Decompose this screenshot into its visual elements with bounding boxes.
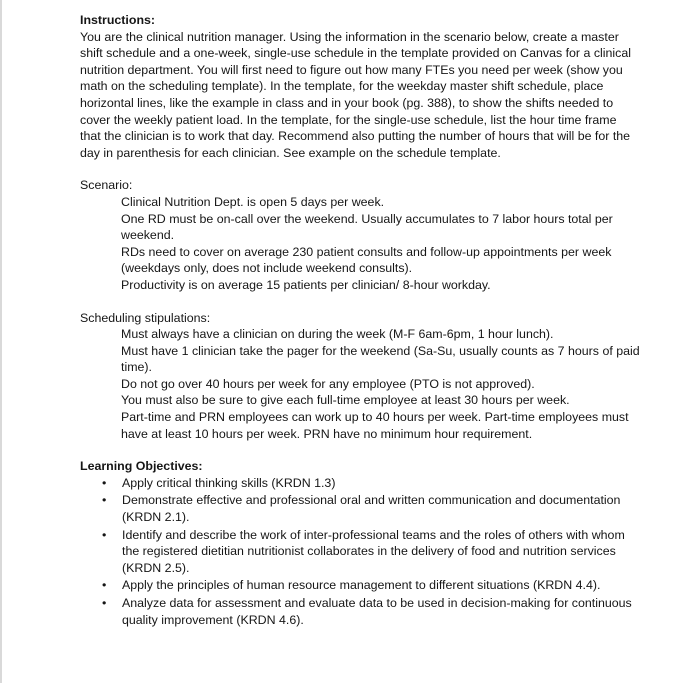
stipulation-line: Do not go over 40 hours per week for any employee (PTO is not approved).: [121, 376, 535, 391]
stipulation-line: You must also be sure to give each full-time employee at least 30 hours per week.: [121, 393, 570, 408]
stipulations-section: [80, 310, 640, 443]
objective-text: Analyze data for assessment and evaluate data to be used in decision-making for continuous quality improvement (KRDN 4.6).: [122, 596, 632, 627]
instructions-body: You are the clinical nutrition manager. Using the information in the scenario below, create a master shift schedule and a one-week, single-use schedule in the template provided on Canvas for a clinical nutrition department. You will first need to figure out how many FTEs you need per week (show you math on the scheduling template). In the template, for the weekday master shift schedule, place horizontal lines, like the example in class and in your book (pg. 388), to show the shifts needed to cover the weekly patient load. In the template, for the single-use schedule, list the hour time frame that the clinician is to work that day. Recommend also putting the number of hours that will be for the day in parenthesis for each clinician. See example on the schedule template.: [80, 29, 632, 160]
stipulations-list: [80, 326, 640, 442]
bullet-icon: •: [102, 493, 107, 508]
scenario-heading: Scenario:: [80, 178, 133, 193]
scenario-line: Productivity is on average 15 patients per clinician/ 8-hour workday.: [121, 277, 491, 292]
objective-item: [80, 492, 640, 525]
stipulation-line: Must have 1 clinician take the pager for the weekend (Sa-Su, usually counts as 7 hours of paid time).: [121, 343, 640, 375]
objectives-heading: Learning Objectives:: [80, 459, 203, 474]
scenario-line: Clinical Nutrition Dept. is open 5 days per week.: [121, 194, 385, 209]
bullet-icon: •: [102, 527, 107, 542]
stipulation-line: Must always have a clinician on during the week (M-F 6am-6pm, 1 hour lunch).: [121, 327, 554, 342]
instructions-section: [80, 12, 640, 161]
bullet-icon: •: [102, 596, 107, 610]
stipulation-line: Part-time and PRN employees can work up to 40 hours per week. Part-time employees must have at least 10 hours per week. PRN have no minimum hour requirement.: [121, 410, 629, 441]
bullet-icon: •: [102, 475, 107, 490]
stipulations-heading: Scheduling stipulations:: [80, 310, 211, 325]
bullet-icon: •: [102, 578, 107, 593]
objective-item: [80, 527, 640, 577]
objective-item: [80, 475, 640, 492]
objective-item: [80, 595, 640, 628]
document-content: [80, 12, 640, 629]
objectives-list: [80, 475, 640, 628]
objective-text: Identify and describe the work of inter-professional teams and the roles of others with whom the registered dietitian nutritionist collaborates in the delivery of food and nutrition services (KRDN 2.5).: [122, 527, 625, 575]
objective-text: Demonstrate effective and professional oral and written communication and documentation (KRDN 2.1).: [122, 493, 621, 525]
objective-text: Apply critical thinking skills (KRDN 1.3): [122, 475, 336, 490]
objective-item: [80, 577, 640, 594]
scenario-list: [80, 194, 640, 294]
scenario-line: One RD must be on-call over the weekend. Usually accumulates to 7 labor hours total per weekend.: [121, 211, 613, 243]
scenario-section: [80, 177, 640, 293]
scenario-line: RDs need to cover on average 230 patient consults and follow-up appointments per week (weekdays only, does not include weekend consults).: [121, 244, 612, 276]
objectives-section: [80, 458, 640, 628]
instructions-heading: Instructions:: [80, 13, 156, 27]
objective-text: Apply the principles of human resource management to different situations (KRDN 4.4).: [122, 578, 601, 593]
